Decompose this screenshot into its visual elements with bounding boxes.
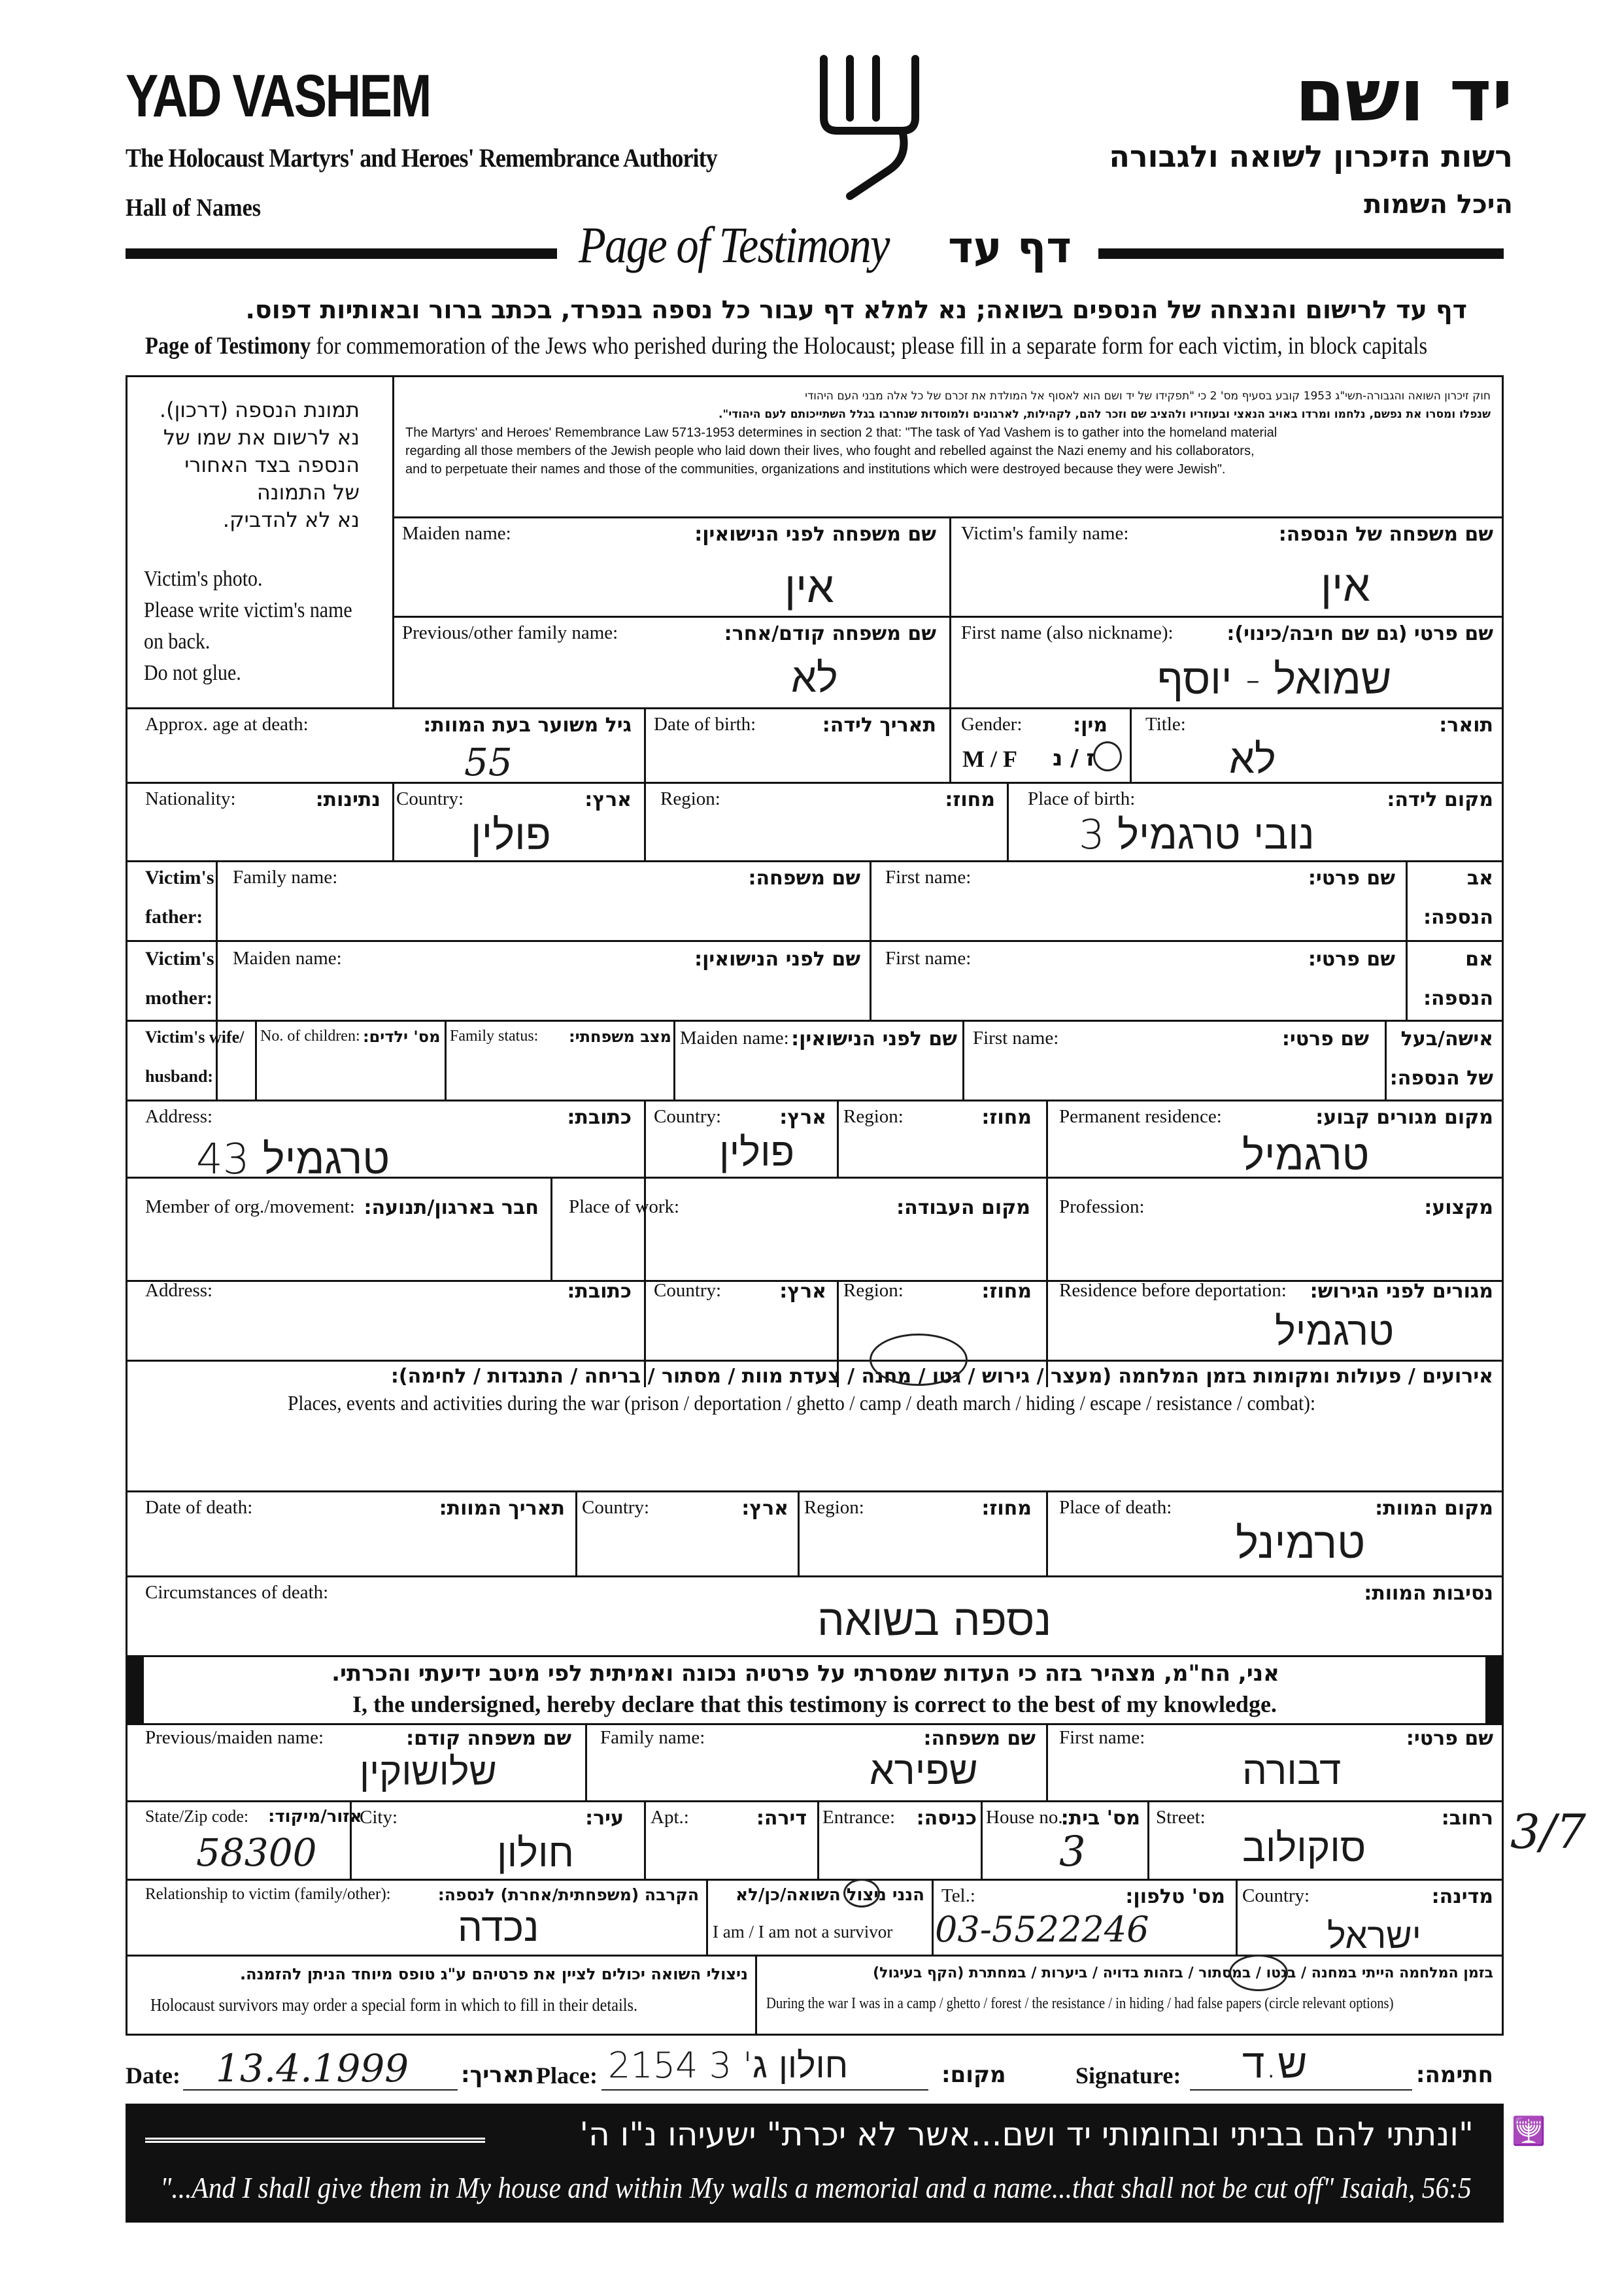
title-label-he: תואר:	[1439, 714, 1493, 737]
house-label-he: מס' בית:	[1060, 1807, 1140, 1830]
mother-label-en-2: mother:	[145, 987, 213, 1009]
dod-label-he: תאריך המוות:	[439, 1497, 565, 1520]
circ-value[interactable]: נספה בשואה	[817, 1595, 1052, 1645]
sub-first-value[interactable]: דבורה	[1242, 1748, 1342, 1794]
before-dep-label-he: מגורים לפני הגירוש:	[1310, 1280, 1493, 1303]
during-war-he: בזמן המלחמה הייתי במחנה / בגטו / במסתור / בזהות בדויה / ביערות / במחתרת (הקף בעיגול)	[873, 1965, 1493, 1981]
member-label-en: Member of org./movement:	[145, 1196, 355, 1217]
footer-quote-en: "...And I shall give them in My house and within My walls a memorial and a name...that shall not be cut off" Isaiah, 56:5	[160, 2171, 1472, 2204]
place-label-en: Place:	[536, 2062, 598, 2089]
address-value[interactable]: טרגמיל 43	[196, 1135, 390, 1184]
country-label-he: ארץ:	[584, 788, 632, 811]
children-label-en: No. of children:	[260, 1028, 360, 1045]
photo-instructions-en	[144, 563, 352, 689]
sub-family-value[interactable]: שפירא	[870, 1748, 978, 1794]
sub-family-label-he: שם משפחה:	[923, 1727, 1036, 1750]
gender-circle	[1093, 741, 1122, 771]
mother-label-he-2: הנספה:	[1423, 987, 1493, 1010]
zip-label-en: State/Zip code:	[145, 1807, 249, 1826]
region-label-he: מחוז:	[945, 788, 995, 811]
dob-label-he: תאריך לידה:	[822, 714, 936, 737]
mother-first-label-he: שם פרטי:	[1308, 948, 1395, 971]
photo-en-line: Please write victim's name	[144, 598, 352, 622]
mother-maiden-label-en: Maiden name:	[233, 948, 342, 969]
form-title-en: Page of Testimony	[579, 216, 889, 273]
gender-label-he: מין:	[1073, 714, 1108, 737]
menorah-icon: 🕎	[1512, 2117, 1546, 2147]
prev-maiden-label-en: Previous/maiden name:	[145, 1727, 324, 1748]
street-label-en: Street:	[1156, 1807, 1206, 1828]
signature-label-he: חתימה:	[1415, 2062, 1493, 2088]
survivor-circle	[843, 1879, 880, 1908]
circ-label-en: Circumstances of death:	[145, 1582, 329, 1603]
address-region-label-en: Region:	[843, 1106, 904, 1127]
perm-res-label-en: Permanent residence:	[1059, 1106, 1222, 1127]
address-country-value[interactable]: פולין	[719, 1130, 795, 1175]
status-label-he: מצב משפחתי:	[569, 1028, 671, 1046]
sub-first-label-he: שם פרטי:	[1406, 1727, 1493, 1750]
date-label-he: תאריך:	[461, 2062, 534, 2088]
age-label-he: גיל משוער בעת המוות:	[423, 714, 632, 737]
pod-value[interactable]: טרמינל	[1236, 1518, 1366, 1568]
profession-label-en: Profession:	[1059, 1196, 1145, 1217]
photo-he-line: הנספה בצד האחורי	[184, 452, 360, 477]
city-label-he: עיר:	[585, 1807, 624, 1830]
sub-country-label-he: מדינה:	[1431, 1885, 1493, 1908]
sub-country-label-en: Country:	[1242, 1885, 1310, 1906]
address2-region-label-he: מחוז:	[981, 1280, 1032, 1303]
circ-label-he: נסיבות המוות:	[1364, 1582, 1493, 1605]
apt-label-en: Apt.:	[651, 1807, 689, 1828]
before-dep-label-en: Residence before deportation:	[1059, 1280, 1287, 1301]
zip-value[interactable]: 58300	[196, 1830, 317, 1875]
survivors-special-he: ניצולי השואה יכולים לציין את פרטיהם ע"ג טופס מיוחד הניתן להזמנה.	[240, 1965, 748, 1983]
date-value[interactable]: 13.4.1999	[216, 2046, 409, 2091]
gender-options[interactable]: M / F	[962, 746, 1017, 772]
first-name-label-he: שם פרטי (גם שם חיבה/כינוי):	[1226, 622, 1493, 645]
law-text	[405, 387, 1491, 479]
father-label-en-2: father:	[145, 906, 203, 928]
place-label-he: מקום:	[941, 2062, 1006, 2088]
date-label-en: Date:	[126, 2062, 180, 2089]
address2-country-label-he: ארץ:	[779, 1280, 826, 1303]
law-en-3: and to perpetuate their names and those of the communities, organizations and institutions which were destroyed because they were Jewish".	[405, 462, 1226, 477]
address-label-he: כתובת:	[567, 1106, 632, 1129]
dod-country-label-en: Country:	[582, 1497, 650, 1518]
pod-label-en: Place of death:	[1059, 1497, 1172, 1518]
relationship-value[interactable]: נכדה	[458, 1905, 539, 1951]
country-label-en: Country:	[396, 788, 464, 809]
previous-name-value[interactable]: לא	[791, 654, 838, 701]
member-label-he: חבר בארגון/תנועה:	[364, 1196, 539, 1219]
first-name-label-en: First name (also nickname):	[961, 622, 1174, 643]
spouse-label-en-2: husband:	[145, 1067, 214, 1086]
father-label-he-1: אב	[1466, 867, 1493, 890]
mother-maiden-label-he: שם לפני הנישואין:	[694, 948, 860, 971]
work-label-he: מקום העבודה:	[896, 1196, 1030, 1219]
street-label-he: רחוב:	[1441, 1807, 1493, 1830]
mother-label-he-1: אם	[1465, 948, 1493, 971]
photo-en-line: Victim's photo.	[144, 567, 263, 591]
age-value[interactable]: 55	[464, 740, 513, 784]
law-en-1: The Martyrs' and Heroes' Remembrance Law 5713-1953 determines in section 2 that: "The task of Yad Vashem is to gather into the homeland material	[405, 426, 1277, 440]
place-value[interactable]: חולון ג' 3 2154	[608, 2045, 849, 2086]
sub-family-label-en: Family name:	[600, 1727, 705, 1748]
law-he-1: חוק זיכרון השואה והגבורה-תשי"ג 1953 קובע בסעיף מס' 2 כי "תפקידו של יד ושם הוא לאסוף אל המולדת את זכרם של כל אלה מבני העם היהודי	[805, 390, 1491, 403]
prev-maiden-value[interactable]: שלושוקין	[360, 1749, 497, 1794]
survivor-label-he: הנני ניצול השואה/כן/לא	[736, 1885, 924, 1905]
hall-of-names-en: Hall of Names	[126, 194, 262, 222]
city-value[interactable]: חולון	[497, 1830, 575, 1876]
photo-he-line: תמונת הנספה (דרכון).	[159, 397, 360, 422]
events-label-he: אירועים / פעולות ומקומות בזמן המלחמה (מעצר / גירוש / גטו / מחנה / צעדת מוות / מסתור / בריחה / התנגדות / לחימה):	[390, 1365, 1493, 1388]
org-name-en: YAD VASHEM	[126, 63, 430, 129]
survivor-label-en: I am / I am not a survivor	[713, 1922, 893, 1941]
signature-value[interactable]: ש.ד	[1242, 2040, 1308, 2087]
intro-en-rest: for commemoration of the Jews who perished during the Holocaust; please fill in a separate form for each victim, in block capitals	[316, 333, 1428, 360]
spouse-first-label-en: First name:	[973, 1028, 1059, 1049]
law-he-2: שנפלו ומסרו את נפשם, נלחמו ומרדו באויב הנאצי ובעוזריו ולהציב שם וזכר להם, לקהילות, לארגונים ולמוסדות שנחרבו בגלל השתייכותם לעם היהודי".	[718, 408, 1491, 421]
events-label-en: Places, events and activities during the war (prison / deportation / ghetto / camp / death march / hiding / escape / resistance / combat):	[288, 1391, 1316, 1415]
address2-label-he: כתובת:	[567, 1280, 632, 1303]
father-first-label-en: First name:	[885, 867, 972, 888]
address2-label-en: Address:	[145, 1280, 213, 1301]
during-war-en: During the war I was in a camp / ghetto / forest / the resistance / in hiding / had false papers (circle relevant options)	[766, 1995, 1394, 2012]
law-en-2: regarding all those members of the Jewish people who laid down their lives, who fought and rebelled against the Nazi enemy and his collaborators,	[405, 444, 1255, 458]
sub-first-label-en: First name:	[1059, 1727, 1145, 1748]
zip-label-he: אזור/מיקוד:	[268, 1807, 362, 1826]
tel-label-en: Tel.:	[941, 1885, 975, 1906]
spouse-label-en-1: Victim's wife/	[145, 1028, 245, 1047]
children-label-he: מס' ילדים:	[363, 1028, 441, 1046]
address-country-label-he: ארץ:	[779, 1106, 826, 1129]
mother-label-en-1: Victim's	[145, 948, 214, 969]
work-label-en: Place of work:	[569, 1196, 680, 1217]
nationality-label-en: Nationality:	[145, 788, 236, 809]
spouse-first-label-he: שם פרטי:	[1281, 1028, 1369, 1051]
form-title-he: דף עד	[948, 222, 1072, 273]
previous-name-label-he: שם משפחה קודם/אחר:	[724, 622, 936, 645]
previous-name-label-en: Previous/other family name:	[402, 622, 618, 643]
age-label-en: Approx. age at death:	[145, 714, 309, 735]
declaration-en: I, the undersigned, hereby declare that this testimony is correct to the best of my knowledge.	[352, 1691, 1277, 1717]
address-label-en: Address:	[145, 1106, 213, 1127]
gender-options-he[interactable]: ז / נ	[1053, 745, 1096, 771]
dod-region-label-he: מחוז:	[981, 1497, 1032, 1520]
entrance-label-he: כניסה:	[916, 1807, 977, 1830]
maiden-name-label-en: Maiden name:	[402, 523, 511, 544]
org-name-he: יד ושם	[1294, 54, 1513, 137]
tel-value[interactable]: 03-5522246	[935, 1909, 1149, 1950]
title-label-en: Title:	[1145, 714, 1186, 735]
prev-maiden-label-he: שם משפחה קודם:	[406, 1727, 571, 1750]
photo-instructions-he	[160, 396, 360, 533]
father-family-label-en: Family name:	[233, 867, 338, 888]
perm-res-value[interactable]: טרגמיל	[1242, 1132, 1370, 1180]
intro-en	[145, 332, 1427, 360]
signature-label-en: Signature:	[1075, 2062, 1181, 2089]
first-name-value[interactable]: שמואל - יוסף	[1157, 656, 1392, 704]
street-value[interactable]: סוקולוב	[1242, 1825, 1366, 1871]
sub-country-value[interactable]: ישראל	[1327, 1915, 1421, 1957]
relationship-label-he: הקרבה (משפחתית/אחרת) לנספה:	[437, 1885, 699, 1904]
entrance-label-en: Entrance:	[822, 1807, 896, 1828]
gender-label-en: Gender:	[961, 714, 1023, 735]
nationality-label-he: נתינות:	[315, 788, 381, 811]
address-region-label-he: מחוז:	[981, 1106, 1032, 1129]
intro-en-bold: Page of Testimony	[145, 333, 311, 360]
authority-en: The Holocaust Martyrs' and Heroes' Remembrance Authority	[126, 143, 717, 173]
city-label-en: City:	[360, 1807, 398, 1828]
country-value[interactable]: פולין	[471, 811, 551, 860]
ghetto-circle	[1229, 1955, 1288, 1991]
spouse-label-he-1: אישה/בעל	[1400, 1028, 1493, 1051]
pob-value[interactable]: נובי טרגמיל 3	[1079, 811, 1315, 858]
house-label-en: House no.:	[986, 1807, 1068, 1828]
perm-res-label-he: מקום מגורים קבוע:	[1315, 1106, 1493, 1129]
pod-label-he: מקום המוות:	[1375, 1497, 1493, 1520]
pob-label-en: Place of birth:	[1028, 788, 1136, 809]
father-first-label-he: שם פרטי:	[1308, 867, 1395, 890]
spouse-label-he-2: של הנספה:	[1389, 1067, 1493, 1090]
family-name-value[interactable]: אין	[1321, 561, 1370, 611]
house-value[interactable]: 3	[1059, 1828, 1086, 1876]
spouse-maiden-label-he: שם לפני הנישואין:	[791, 1028, 957, 1051]
father-label-he-2: הנספה:	[1423, 906, 1493, 929]
dod-country-label-he: ארץ:	[741, 1497, 788, 1520]
declaration-he: אני, הח"מ, מצהיר בזה כי העדות שמסרתי על פרטיה נכונה ואמיתית לפי מיטב ידיעתי והכרתי.	[331, 1660, 1279, 1687]
footer-quote-he: "ונתתי להם בביתי ובחומותי יד ושם...אשר לא יכרת" ישעיהו נ"ו ה'	[579, 2115, 1474, 2153]
survivors-special-en: Holocaust survivors may order a special form in which to fill in their details.	[150, 1995, 638, 2015]
father-label-en-1: Victim's	[145, 867, 214, 888]
tel-label-he: מס' טלפון:	[1125, 1885, 1225, 1908]
intro-he: דף עד לרישום והנצחה של הנספים בשואה; נא למלא דף עבור כל נספה בנפרד, בכתב ברור ובאותיות דפוס.	[245, 295, 1467, 324]
profession-label-he: מקצוע:	[1424, 1196, 1493, 1219]
title-value[interactable]: לא	[1229, 735, 1276, 782]
father-family-label-he: שם משפחה:	[748, 867, 860, 890]
authority-he: רשות הזיכרון לשואה ולגבורה	[1109, 139, 1513, 174]
address2-region-label-en: Region:	[843, 1280, 904, 1301]
before-dep-value[interactable]: טרגמיל	[1275, 1309, 1395, 1354]
family-name-label-en: Victim's family name:	[961, 523, 1129, 544]
photo-he-line: נא לא להדביק.	[222, 507, 360, 532]
status-label-en: Family status:	[450, 1028, 539, 1045]
photo-en-line: Do not glue.	[144, 661, 241, 685]
address-country-label-en: Country:	[654, 1106, 722, 1127]
photo-he-line: של התמונה	[256, 480, 360, 505]
deportation-circle	[870, 1334, 968, 1386]
spouse-maiden-label-en: Maiden name:	[680, 1028, 789, 1049]
maiden-name-value[interactable]: אין	[785, 562, 834, 613]
dob-label-en: Date of birth:	[654, 714, 756, 735]
mother-first-label-en: First name:	[885, 948, 972, 969]
dod-label-en: Date of death:	[145, 1497, 253, 1518]
apt-label-he: דירה:	[756, 1807, 807, 1830]
maiden-name-label-he: שם משפחה לפני הנישואין:	[694, 523, 936, 546]
street-extra-value[interactable]: 3/7	[1510, 1804, 1586, 1859]
relationship-label-en: Relationship to victim (family/other):	[145, 1885, 391, 1903]
pob-label-he: מקום לידה:	[1387, 788, 1493, 811]
yad-vashem-logo	[811, 46, 928, 203]
photo-he-line: נא לרשום את שמו של	[163, 425, 360, 450]
photo-en-line: on back.	[144, 630, 211, 654]
region-label-en: Region:	[660, 788, 720, 809]
hall-of-names-he: היכל השמות	[1364, 190, 1513, 220]
address2-country-label-en: Country:	[654, 1280, 722, 1301]
dod-region-label-en: Region:	[804, 1497, 864, 1518]
family-name-label-he: שם משפחה של הנספה:	[1278, 523, 1493, 546]
